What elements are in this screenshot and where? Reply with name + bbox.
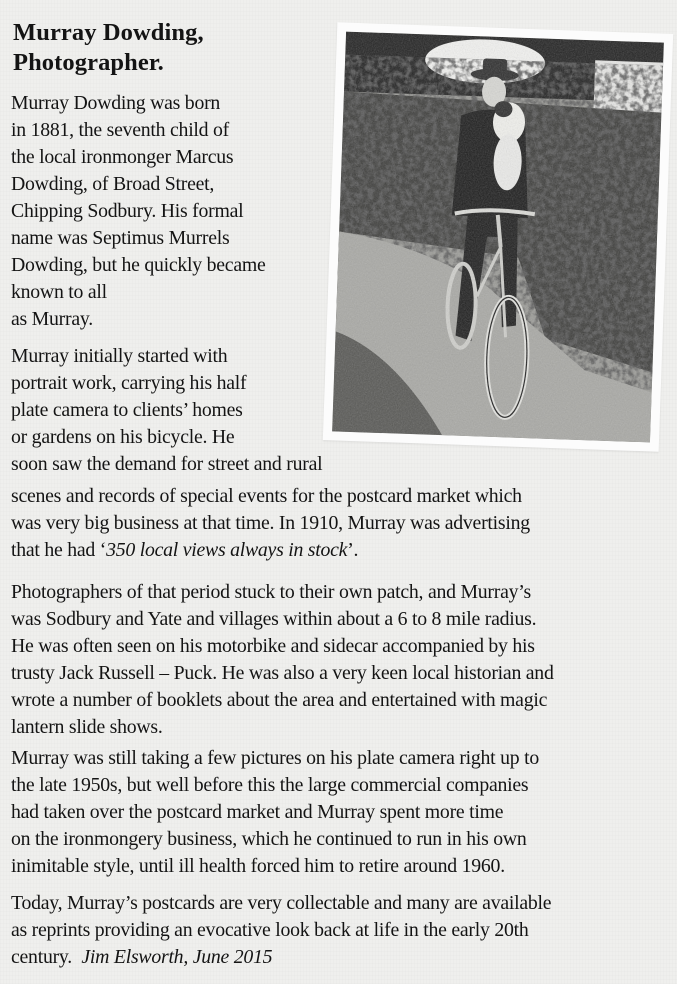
photo-frame bbox=[323, 22, 673, 451]
text-line: the local ironmonger Marcus bbox=[11, 146, 234, 168]
text-line: Today, Murray’s postcards are very collectable and many are available bbox=[11, 892, 552, 914]
author-byline: Jim Elsworth, June 2015 bbox=[81, 946, 273, 968]
text-line: scenes and records of special events for the postcard market which bbox=[11, 485, 522, 507]
text-line: Murray initially started with bbox=[11, 345, 228, 367]
man-on-bicycle-with-dog-photo bbox=[332, 32, 664, 443]
text-line: as reprints providing an evocative look back at life in the early 20th bbox=[11, 919, 529, 941]
text-line bbox=[11, 537, 358, 564]
text-line: Photographers of that period stuck to their own patch, and Murray’s bbox=[11, 581, 531, 603]
text-line: Dowding, but he quickly became bbox=[11, 254, 266, 276]
text-line: known to all bbox=[11, 281, 107, 303]
text-line: Chipping Sodbury. His formal bbox=[11, 200, 244, 222]
text-line: in 1881, the seventh child of bbox=[11, 119, 229, 141]
text-line: trusty Jack Russell – Puck. He was also a very keen local historian and bbox=[11, 662, 554, 684]
text-line: or gardens on his bicycle. He bbox=[11, 426, 235, 448]
text-line: had taken over the postcard market and Murray spent more time bbox=[11, 801, 504, 823]
article-title bbox=[13, 18, 333, 78]
text-line: name was Septimus Murrels bbox=[11, 227, 230, 249]
title-line-2: Photographer. bbox=[13, 49, 164, 76]
text-line: lantern slide shows. bbox=[11, 716, 163, 738]
text-fragment: century. bbox=[11, 946, 72, 968]
text-line: wrote a number of booklets about the area and entertained with magic bbox=[11, 689, 548, 711]
quoted-advert: 350 local views always in stock bbox=[106, 539, 348, 561]
text-line: was very big business at that time. In 1910, Murray was advertising bbox=[11, 512, 530, 534]
text-line: on the ironmongery business, which he continued to run in his own bbox=[11, 828, 527, 850]
text-line: plate camera to clients’ homes bbox=[11, 399, 243, 421]
text-line: Murray was still taking a few pictures on his plate camera right up to bbox=[11, 747, 539, 769]
text-line: Murray Dowding was born bbox=[11, 92, 221, 114]
text-line: as Murray. bbox=[11, 308, 93, 330]
text-line: the late 1950s, but well before this the large commercial companies bbox=[11, 774, 529, 796]
text-fragment: that he had ‘ bbox=[11, 539, 107, 561]
text-line: Dowding, of Broad Street, bbox=[11, 173, 215, 195]
text-fragment: ’. bbox=[347, 539, 359, 561]
text-line: He was often seen on his motorbike and sidecar accompanied by his bbox=[11, 635, 535, 657]
text-line: inimitable style, until ill health forced him to retire around 1960. bbox=[11, 855, 505, 877]
text-line bbox=[11, 944, 272, 971]
text-line: soon saw the demand for street and rural bbox=[11, 453, 323, 475]
title-line-1: Murray Dowding, bbox=[13, 19, 204, 46]
text-line: portrait work, carrying his half bbox=[11, 372, 247, 394]
text-line: was Sodbury and Yate and villages within about a 6 to 8 mile radius. bbox=[11, 608, 537, 630]
photo-illustration bbox=[332, 32, 664, 443]
